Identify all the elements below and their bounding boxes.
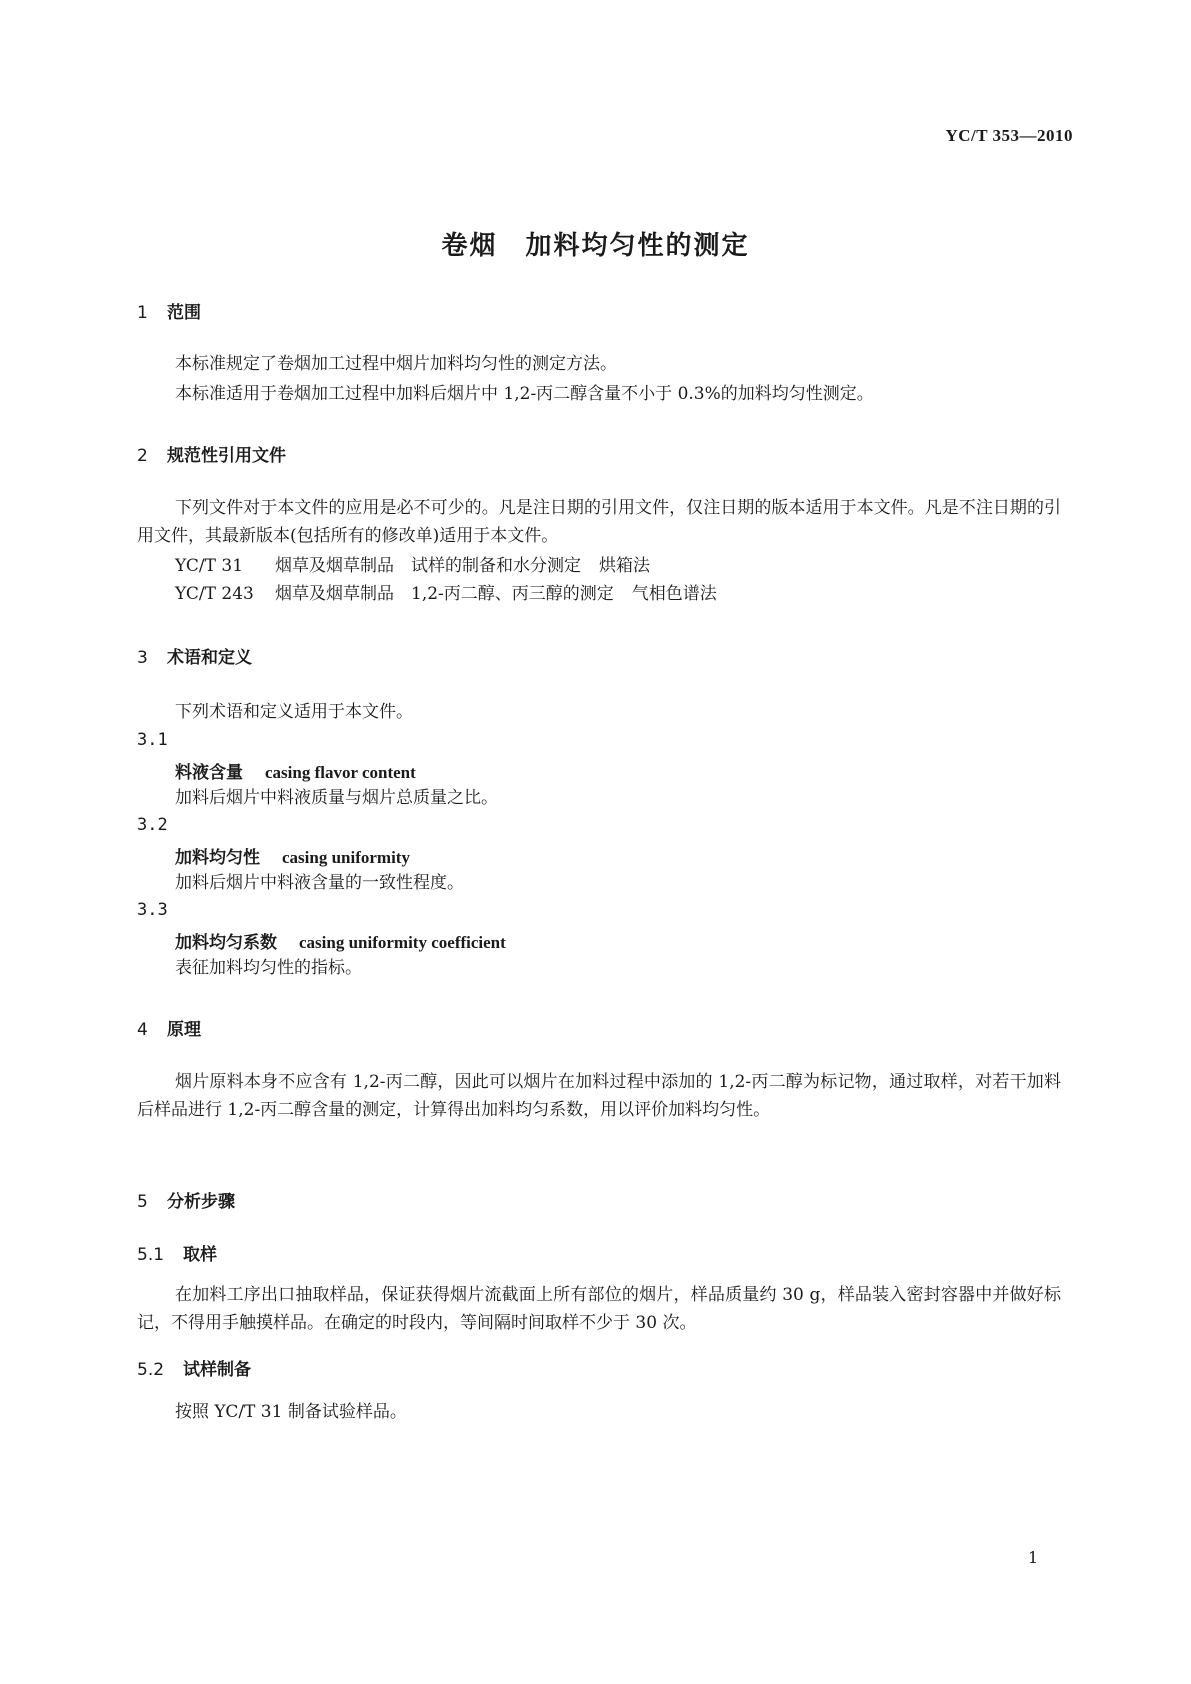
- paragraph: 在加料工序出口抽取样品，保证获得烟片流截面上所有部位的烟片，样品质量约 30 g，样品装入密封容器中并做好标记，不得用手触摸样品。在确定的时段内，等间隔时间取样不少于 30 次。: [137, 1285, 1061, 1333]
- section-number: 1: [137, 303, 148, 323]
- reference-code: YC/T 31: [175, 556, 244, 576]
- standard-number: YC/T 353—2010: [945, 126, 1073, 145]
- subsection-5-2-heading: [137, 1355, 251, 1380]
- term-en: casing flavor content: [265, 763, 416, 782]
- reference-name: 烟草及烟草制品 1,2-丙二醇、丙三醇的测定: [275, 584, 614, 604]
- term-definition: 加料后烟片中料液含量的一致性程度。: [175, 873, 464, 893]
- reference-method: 气相色谱法: [631, 584, 717, 604]
- section-3-heading: [137, 643, 252, 668]
- reference-item: [175, 552, 650, 580]
- section-number: 3: [137, 648, 148, 668]
- term-en: casing uniformity: [282, 848, 410, 867]
- term-en: casing uniformity coefficient: [299, 933, 506, 952]
- subsection-number: 5.1: [137, 1245, 165, 1265]
- subsection-title: 取样: [183, 1245, 217, 1265]
- term-number: 3.3: [137, 900, 168, 920]
- term-zh: 加料均匀系数: [175, 933, 277, 953]
- document-title: 卷烟 加料均匀性的测定: [441, 231, 750, 261]
- section-title: 分析步骤: [167, 1192, 235, 1212]
- reference-item: [175, 580, 717, 608]
- term-definition: 表征加料均匀性的指标。: [175, 958, 362, 978]
- reference-method: 烘箱法: [599, 556, 650, 576]
- reference-name: 烟草及烟草制品 试样的制备和水分测定: [275, 556, 581, 576]
- section-number: 2: [137, 446, 148, 466]
- paragraph: 烟片原料本身不应含有 1,2-丙二醇，因此可以烟片在加料过程中添加的 1,2-丙二醇为标记物，通过取样，对若干加料后样品进行 1,2-丙二醇含量的测定，计算得出加料均匀系数，用以评价加料均匀性。: [137, 1072, 1061, 1120]
- section-number: 5: [137, 1192, 148, 1212]
- term-zh: 加料均匀性: [175, 848, 260, 868]
- section-title: 规范性引用文件: [167, 446, 286, 466]
- section-title: 范围: [167, 303, 201, 323]
- subsection-title: 试样制备: [183, 1360, 251, 1380]
- reference-code: YC/T 243: [175, 584, 254, 604]
- term-number: 3.2: [137, 815, 168, 835]
- paragraph: 本标准规定了卷烟加工过程中烟片加料均匀性的测定方法。: [175, 354, 617, 374]
- section-number: 4: [137, 1020, 148, 1040]
- paragraph: 下列文件对于本文件的应用是必不可少的。凡是注日期的引用文件，仅注日期的版本适用于本文件。凡是不注日期的引用文件，其最新版本(包括所有的修改单)适用于本文件。: [137, 498, 1061, 546]
- term-heading: [175, 928, 506, 953]
- term-definition: 加料后烟片中料液质量与烟片总质量之比。: [175, 788, 498, 808]
- term-heading: [175, 758, 416, 783]
- subsection-5-1-heading: [137, 1240, 217, 1265]
- section-5-heading: [137, 1187, 235, 1212]
- page-number: 1: [1028, 1548, 1039, 1567]
- paragraph: 按照 YC/T 31 制备试验样品。: [175, 1402, 407, 1422]
- section-title: 术语和定义: [167, 648, 252, 668]
- section-1-heading: [137, 298, 201, 323]
- term-zh: 料液含量: [175, 763, 243, 783]
- section-2-heading: [137, 441, 286, 466]
- section-4-heading: [137, 1015, 201, 1040]
- paragraph: 本标准适用于卷烟加工过程中加料后烟片中 1,2-丙二醇含量不小于 0.3%的加料均匀性测定。: [175, 384, 874, 404]
- section-title: 原理: [167, 1020, 201, 1040]
- subsection-number: 5.2: [137, 1360, 165, 1380]
- paragraph: 下列术语和定义适用于本文件。: [175, 702, 413, 722]
- term-heading: [175, 843, 410, 868]
- term-number: 3.1: [137, 730, 168, 750]
